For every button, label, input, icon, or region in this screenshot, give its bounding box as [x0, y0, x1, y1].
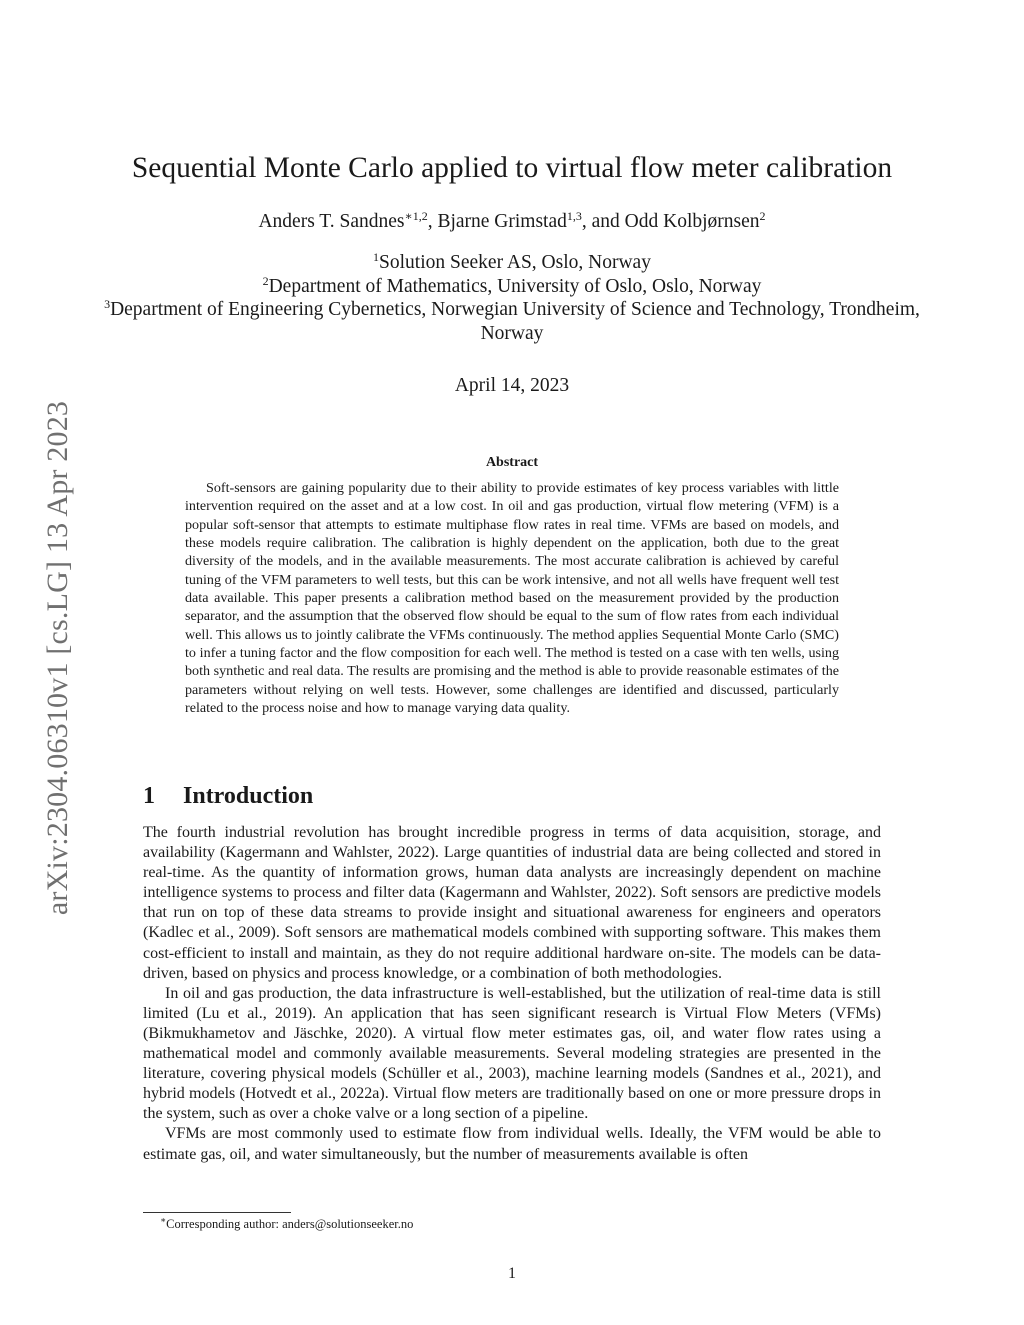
- paper-title: Sequential Monte Carlo applied to virtual flow meter calibration: [131, 152, 893, 184]
- arxiv-identifier: arXiv:2304.06310v1 [cs.LG] 13 Apr 2023: [41, 400, 74, 916]
- affiliation: [100, 298, 924, 345]
- author-name: Odd Kolbjørnsen: [624, 211, 760, 232]
- section-number: 1: [143, 783, 155, 809]
- affiliation-mark: 3: [104, 297, 111, 311]
- affiliation-text: Department of Mathematics, University of Oslo, Oslo, Norway: [268, 275, 762, 297]
- footnote-text: Corresponding author: anders@solutionseeker.no: [166, 1217, 414, 1231]
- body-paragraph: VFMs are most commonly used to estimate flow from individual wells. Ideally, the VFM would be able to estimate gas, oil, and water simultaneously, but the number of measurements available is often: [143, 1125, 881, 1163]
- author-list: [0, 211, 1024, 233]
- affiliation: [100, 251, 924, 275]
- affiliation-mark: 1: [373, 250, 380, 264]
- body-paragraph: In oil and gas production, the data infrastructure is well-established, but the utilization of real-time data is still limited (Lu et al., 2019). An application that has seen significant research is Virtual Flow Meters (VFMs) (Bikmukhametov and Jäschke, 2020). A virtual flow meter estimates gas, oil, and water flow rates using a mathematical model and commonly available measurements. Several modeling strategies are presented in the literature, covering physical models (Schüller et al., 2003), machine learning models (Sandnes et al., 2021), and hybrid models (Hotvedt et al., 2022a). Virtual flow meters are traditionally based on one or more pressure drops in the system, such as over a choke valve or a long section of a pipeline.: [143, 984, 881, 1123]
- footnote: [160, 1217, 413, 1232]
- paper-date: April 14, 2023: [454, 375, 570, 396]
- author-affiliation-mark: ∗1,2: [404, 209, 428, 223]
- body-paragraph: The fourth industrial revolution has brought incredible progress in terms of data acquisition, storage, and availability (Kagermann and Wahlster, 2022). Large quantities of industrial data are being collected and stored in real-time. As the quantity of information grows, human data analysts are increasingly dependent on machine intelligence systems to process and filter data (Kagermann and Wahlster, 2022). Soft sensors are predictive models that run on top of these data streams to provide insight and situational awareness for engineers and operators (Kadlec et al., 2009). Soft sensors are mathematical models combined with supporting software. This makes them cost-efficient to install and maintain, as they do not require additional hardware on-site. The models can be data-driven, based on physics and process knowledge, or a combination of both methodologies.: [143, 824, 881, 982]
- author-separator: , and: [581, 211, 625, 232]
- page-number: 1: [508, 1265, 516, 1282]
- section-title: Introduction: [183, 783, 314, 809]
- author-affiliation-mark: 2: [759, 209, 766, 223]
- section-heading: [143, 783, 313, 810]
- author-separator: ,: [427, 211, 438, 232]
- footnote-rule: [143, 1212, 291, 1213]
- section-body: [143, 823, 881, 1165]
- author-affiliation-mark: 1,3: [566, 209, 582, 223]
- author-name: Bjarne Grimstad: [437, 211, 567, 232]
- affiliation-text: Solution Seeker AS, Oslo, Norway: [379, 252, 651, 273]
- abstract-text: Soft-sensors are gaining popularity due to their ability to provide estimates of key process variables with little intervention required on the asset and at a low cost. In oil and gas production, virtual flow metering (VFM) is a popular soft-sensor that attempts to estimate multiphase flow rates in real time. VFMs are based on models, and these models require calibration. The calibration is highly dependent on the application, both due to the great diversity of the models, and in the available measurements. The most accurate calibration is achieved by careful tuning of the VFM parameters to well tests, but this can be work intensive, and not all wells have frequent well test data available. This paper presents a calibration method based on the measurement provided by the production separator, and the assumption that the observed flow should be equal to the sum of flow rates from each individual well. This allows us to jointly calibrate the VFMs continuously. The method applies Sequential Monte Carlo (SMC) to infer a tuning factor and the flow composition for each well. The method is tested on a case with ten wells, using both synthetic and real data. The results are promising and the method is able to provide reasonable estimates of the parameters without relying on well tests. However, some challenges are identified and discussed, particularly related to the process noise and how to manage varying data quality.: [185, 480, 839, 717]
- abstract-heading: Abstract: [485, 455, 539, 470]
- affiliation-text: Department of Engineering Cybernetics, Norwegian University of Science and Technology, Trondheim, Norway: [110, 299, 920, 344]
- affiliation: [100, 275, 924, 299]
- affiliation-mark: 2: [262, 273, 269, 288]
- affiliation-list: [100, 251, 924, 345]
- footnote-mark: ∗: [160, 1215, 167, 1225]
- author-name: Anders T. Sandnes: [258, 211, 405, 232]
